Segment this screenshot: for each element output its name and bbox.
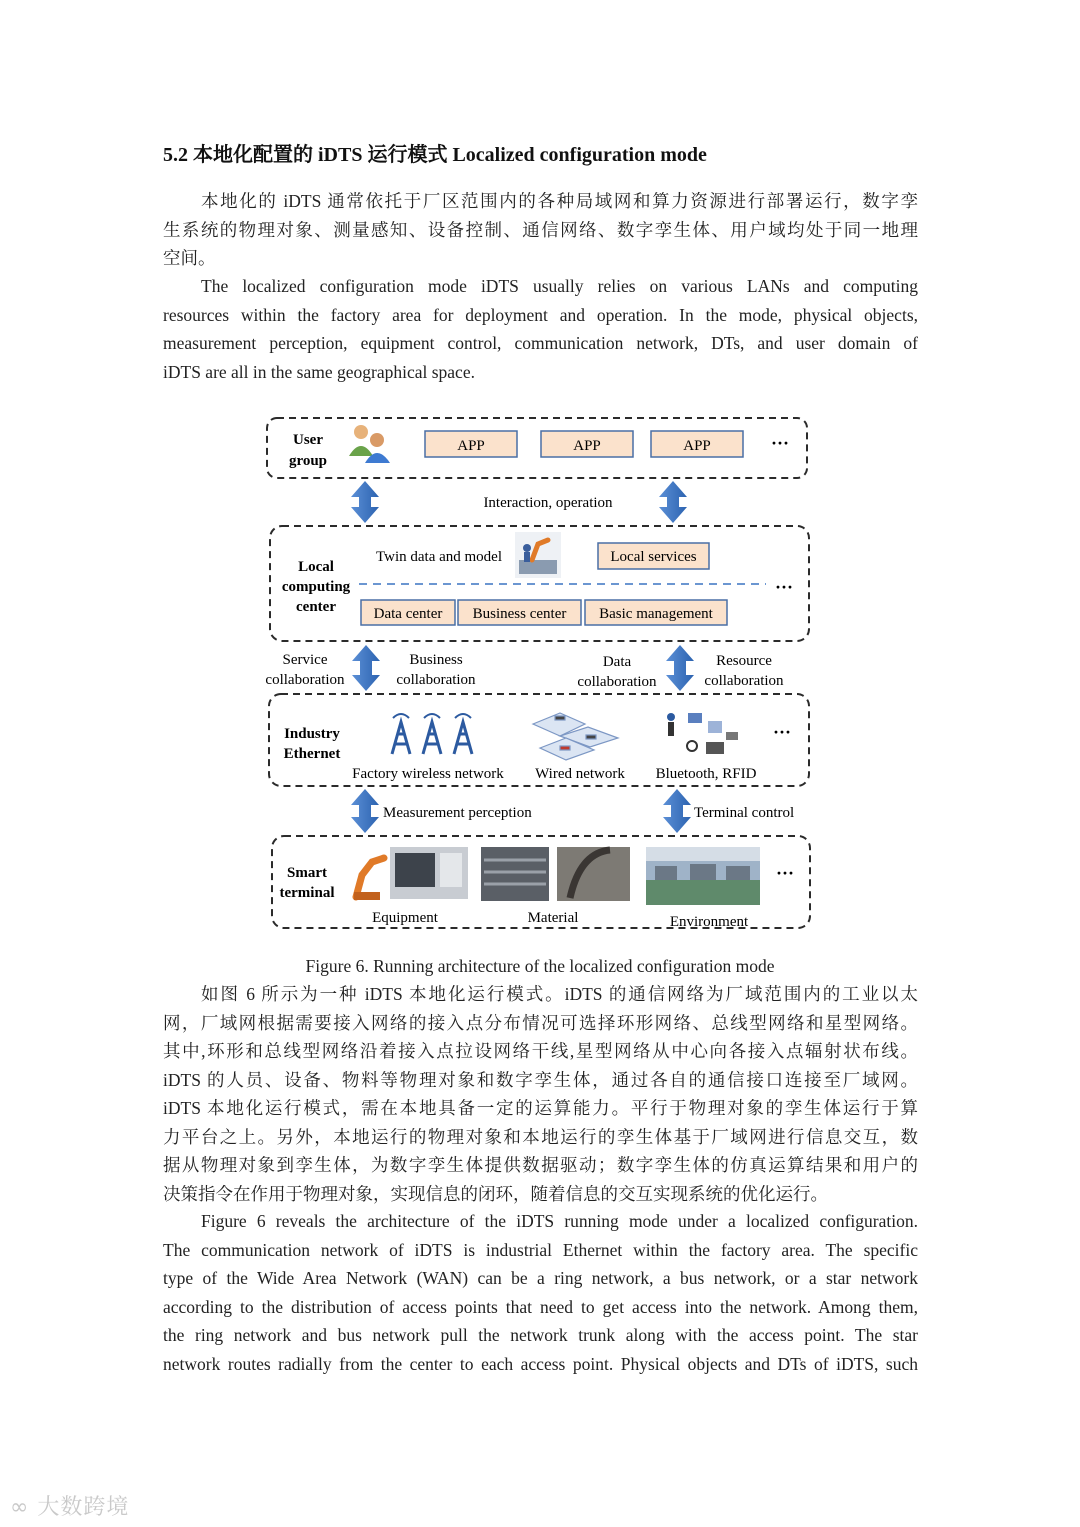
text-line: type of the Wide Area Network (WAN) can be a ring network, a bus network, or a star network: [163, 1268, 918, 1288]
double-arrow-icon: [351, 481, 379, 523]
equipment-image: [354, 847, 468, 900]
text-line: 网，厂域网根据需要接入网络的接入点分布情况可选择环形网络、总线型网络和星型网络。: [163, 1012, 918, 1033]
svg-text:Data center: Data center: [373, 606, 443, 622]
double-arrow-icon: [659, 481, 687, 523]
local-services-box: [598, 543, 709, 569]
link-label-interaction: Interaction, operation: [483, 495, 613, 511]
users-icon: [349, 425, 390, 463]
svg-text:APP: APP: [573, 438, 601, 454]
double-arrow-icon: [663, 789, 691, 833]
text-line: according to the distribution of access points that need to get access into the network. Among them,: [163, 1296, 918, 1317]
network-item-label: Wired network: [535, 766, 625, 782]
app-box: [541, 431, 633, 457]
link-label-resource: Resource: [716, 653, 772, 669]
ellipsis: ···: [772, 722, 792, 742]
industry-ethernet-label: Industry: [284, 726, 340, 742]
watermark-logo: [10, 1490, 129, 1521]
watermark-icon: ∞: [10, 1495, 30, 1520]
link-label-resource: collaboration: [704, 673, 784, 689]
app-box: [651, 431, 743, 457]
text-line: Figure 6 reveals the architecture of the iDTS running mode under a localized configuration.: [201, 1211, 918, 1231]
svg-text:Business center: Business center: [472, 606, 567, 622]
network-item-label: Factory wireless network: [352, 766, 504, 782]
text-line: 生系统的物理对象、测量感知、设备控制、通信网络、数字孪生体、用户域均处于同一地理: [163, 219, 918, 240]
svg-text:APP: APP: [683, 438, 711, 454]
text-line: 据从物理对象到孪生体，为数字孪生体提供数据驱动；数字孪生体的仿真运算结果和用户的: [163, 1155, 918, 1175]
app-box: [425, 431, 517, 457]
text-line: measurement perception, equipment control, communication network, DTs, and user domain of: [163, 333, 918, 353]
text-line: 力平台之上。另外，本地运行的物理对象和本地运行的孪生体基于厂域网进行信息交互，数: [163, 1126, 918, 1147]
wired-network-icon: [533, 713, 618, 760]
ellipsis: ···: [774, 577, 794, 597]
section-heading: 5.2 本地化配置的 iDTS 运行模式 Localized configuration mode: [163, 144, 707, 166]
text-line: The communication network of iDTS is industrial Ethernet within the factory area. The specific: [163, 1239, 918, 1260]
ellipsis: ···: [770, 433, 790, 453]
double-arrow-icon: [666, 645, 694, 691]
watermark-text: 大数跨境: [37, 1495, 130, 1520]
svg-text:Local services: Local services: [610, 549, 697, 565]
paragraph-en-intro: [163, 272, 918, 386]
text-line: 其中,环形和总线型网络沿着接入点拉设网络干线,星型网络从中心向各接入点辐射状布线。: [163, 1041, 918, 1061]
text-line: iDTS 的人员、设备、物料等物理对象和数字孪生体，通过各自的通信接口连接至厂域网。: [163, 1069, 918, 1090]
link-label-business: Business: [409, 652, 463, 668]
paragraph-zh-intro: [163, 187, 918, 273]
link-label-business: collaboration: [396, 672, 476, 688]
text-line: network routes radially from the center to each access point. Physical objects and DTs of iDTS, such: [163, 1353, 918, 1374]
business-center-box: [458, 600, 581, 625]
data-center-box: [361, 600, 455, 625]
robot-arm-image: [515, 532, 561, 578]
text-line: 本地化的 iDTS 通常依托于厂区范围内的各种局域网和算力资源进行部署运行，数字孪: [201, 191, 918, 211]
material-image: [481, 847, 630, 901]
terminal-item-label: Environment: [669, 914, 749, 930]
architecture-figure: [255, 410, 820, 935]
text-line: 空间。: [163, 248, 216, 268]
wireless-tower-icon: [392, 714, 472, 754]
double-arrow-icon: [351, 789, 379, 833]
bluetooth-rfid-icon: [667, 713, 738, 754]
text-line: 决策指令在作用于物理对象，实现信息的闭环，随着信息的交互实现系统的优化运行。: [163, 1183, 828, 1204]
text-line: resources within the factory area for deployment and operation. In the mode, physical objects,: [163, 304, 918, 325]
link-label-data: Data: [602, 654, 632, 670]
link-label-terminal: Terminal control: [694, 805, 795, 821]
svg-text:Basic management: Basic management: [599, 606, 713, 622]
text-line: iDTS are all in the same geographical space.: [163, 361, 475, 382]
twin-data-label: Twin data and model: [376, 549, 502, 565]
text-line: iDTS 本地化运行模式，需在本地具备一定的运算能力。平行于物理对象的孪生体运行于算: [163, 1098, 918, 1118]
environment-image: [646, 847, 760, 905]
svg-text:APP: APP: [457, 438, 485, 454]
ellipsis: ···: [775, 863, 795, 883]
smart-terminal-label: Smart: [287, 865, 327, 881]
text-line: the ring network and bus network pull the network trunk along with the access point. The star: [163, 1325, 918, 1345]
paragraph-en-figure: [163, 1207, 918, 1378]
double-arrow-icon: [352, 645, 380, 691]
user-group-label: User: [293, 432, 323, 448]
link-label-service: Service: [282, 652, 328, 668]
basic-management-box: [585, 600, 727, 625]
link-label-data: collaboration: [577, 674, 657, 690]
terminal-item-label: Equipment: [372, 910, 438, 926]
local-center-label: computing: [281, 579, 351, 595]
text-line: 如图 6 所示为一种 iDTS 本地化运行模式。iDTS 的通信网络为厂域范围内的工业以太: [201, 984, 918, 1004]
link-label-service: collaboration: [265, 672, 345, 688]
local-center-label: center: [296, 599, 336, 615]
industry-ethernet-label: Ethernet: [283, 746, 341, 762]
terminal-item-label: Material: [527, 910, 579, 926]
text-line: The localized configuration mode iDTS usually relies on various LANs and computing: [201, 276, 918, 296]
network-item-label: Bluetooth, RFID: [655, 766, 757, 782]
local-center-label: Local: [298, 559, 334, 575]
user-group-label: group: [288, 453, 328, 469]
link-label-measurement: Measurement perception: [383, 805, 532, 821]
smart-terminal-label: terminal: [279, 885, 335, 901]
figure-caption: Figure 6. Running architecture of the localized configuration mode: [305, 956, 775, 976]
paragraph-zh-figure: [163, 980, 918, 1208]
